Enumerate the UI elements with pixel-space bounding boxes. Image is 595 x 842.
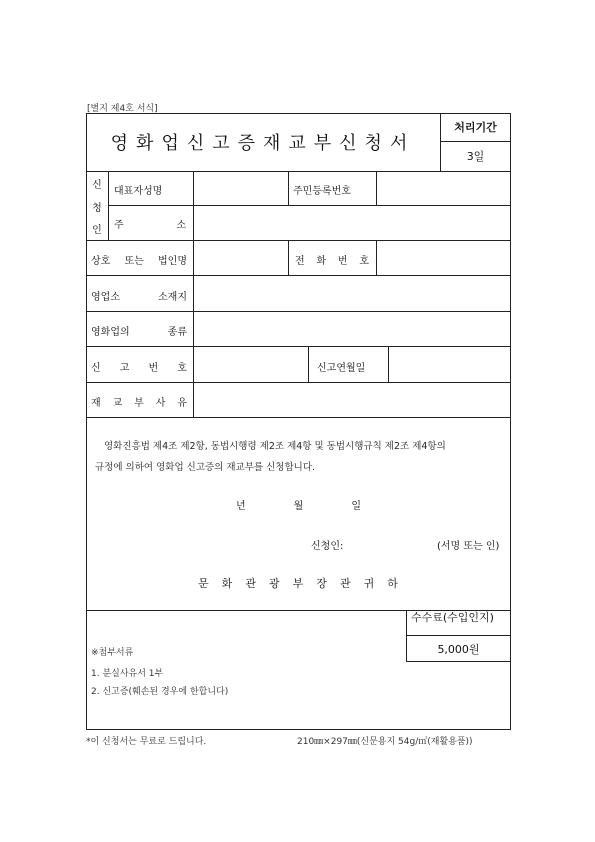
sign-hint: (서명 또는 인) [437, 541, 500, 552]
phone-field[interactable] [377, 241, 510, 275]
report-number-field[interactable] [194, 347, 307, 382]
resident-number-label: 주민등록번호 [293, 186, 351, 197]
business-name-field[interactable] [194, 241, 287, 275]
day-label: 일 [351, 501, 361, 512]
statement-line-1: 영화진흥법 제4조 제2항, 동법시행령 제2조 제4항 및 동법시행규칙 제2조 제4항의 [104, 441, 446, 452]
phone-label: 전 화 번 호 [295, 256, 369, 267]
report-date-field[interactable] [389, 347, 510, 382]
business-type-label: 영화업의 종류 [91, 327, 187, 338]
fee-label: 수수료(수입인지) [411, 611, 494, 624]
applicant-sign-field[interactable] [350, 532, 435, 552]
reissue-reason-label: 재 교 부 사 유 [91, 398, 187, 409]
processing-period-label: 처리기간 [454, 121, 497, 134]
fee-amount: 5,000원 [437, 642, 480, 656]
reissue-reason-field[interactable] [194, 383, 510, 417]
report-number-label: 신 고 번 호 [91, 363, 187, 374]
business-type-field[interactable] [194, 312, 510, 346]
rep-name-field[interactable] [194, 172, 287, 205]
business-name-label: 상호 또는 법인명 [91, 256, 187, 267]
applicant-sign-label: 신청인: [311, 541, 344, 552]
year-label: 년 [236, 501, 246, 512]
month-label: 월 [293, 501, 304, 512]
report-date-label: 신고연월일 [317, 363, 366, 374]
date-line [236, 497, 361, 512]
applicant-side-label: 신 청 인 [92, 180, 102, 236]
statement-line-2: 규정에 의하여 영화업 신고증의 재교부를 신청합니다. [95, 462, 316, 473]
form-number: [별지 제4호 서식] [87, 104, 158, 114]
addressee: 문 화 관 광 부 장 관 귀 하 [198, 577, 398, 590]
address-field[interactable] [194, 206, 510, 240]
resident-number-field[interactable] [377, 172, 510, 205]
address-label: 주 소 [114, 220, 186, 231]
footer-paper-spec: 210㎜×297㎜(신문용지 54g/㎡(재활용품)) [297, 737, 473, 747]
attachments-heading: ※첨부서류 [91, 648, 134, 658]
attachment-item: 1. 분실사유서 1부 [91, 669, 164, 679]
form-title: 영화업신고증재교부신청서 [110, 133, 416, 154]
attachment-item: 2. 신고증(훼손된 경우에 한합니다) [91, 687, 229, 697]
processing-period-value: 3일 [466, 150, 485, 163]
footer-free-notice: *이 신청서는 무료로 드립니다. [86, 737, 207, 747]
office-location-label: 영업소 소재지 [91, 292, 187, 303]
office-location-field[interactable] [194, 276, 510, 311]
rep-name-label: 대표자성명 [114, 186, 163, 197]
